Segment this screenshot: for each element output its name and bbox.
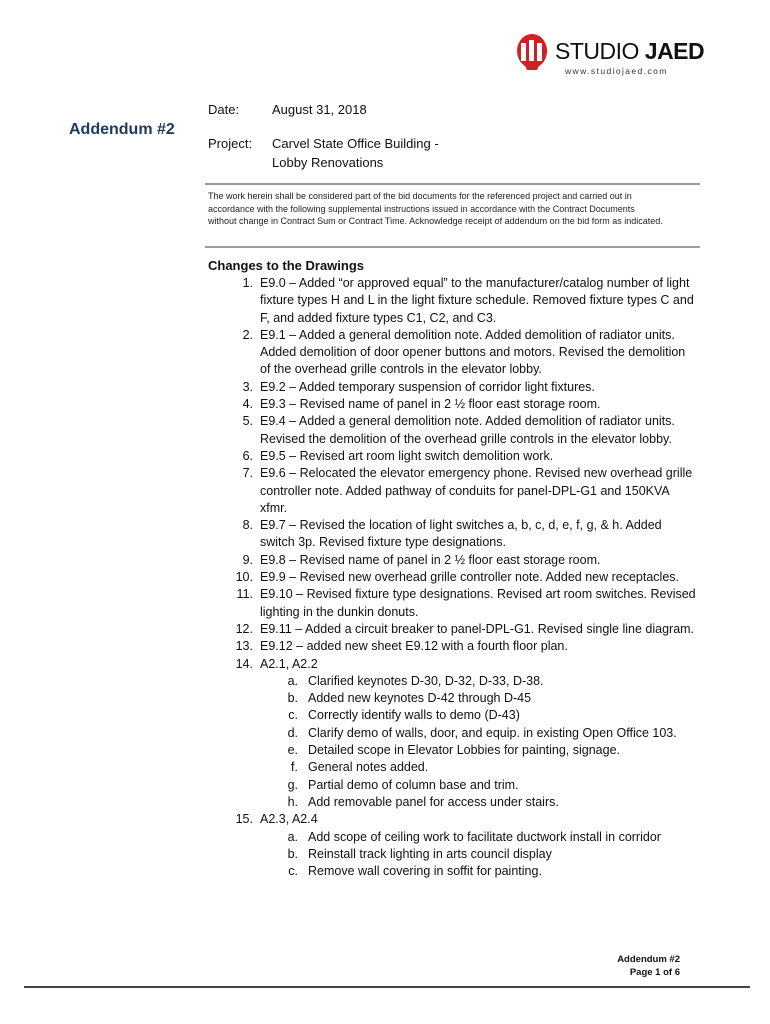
change-item-number: 2. xyxy=(242,327,253,342)
change-sub-item xyxy=(260,794,698,811)
logo-brand-light: STUDIO xyxy=(555,38,639,64)
studio-jaed-logo xyxy=(515,32,705,82)
change-sub-item-letter: e. xyxy=(287,743,298,758)
change-item-text: E9.9 – Revised new overhead grille controller note. Added new receptacles. xyxy=(260,570,680,585)
change-sub-list xyxy=(260,829,698,881)
change-item-text: E9.12 – added new sheet E9.12 with a fourth floor plan. xyxy=(260,639,568,654)
footer-page-number: Page 1 of 6 xyxy=(629,967,680,978)
change-sub-item xyxy=(260,725,698,742)
change-item-number: 4. xyxy=(242,397,253,412)
change-item-text: E9.1 – Added a general demolition note. Added demolition of radiator units. Added demolition of door opener buttons and motors. Revised the demolition of the overhead grille controls in the elevator lobby. xyxy=(260,327,686,377)
logo-brand-bold: JAED xyxy=(644,38,705,64)
change-item-text: E9.10 – Revised fixture type designations. Revised art room switches. Revised lighting in the dunkin donuts. xyxy=(260,587,696,619)
change-item-number: 12. xyxy=(235,621,253,636)
change-item-text: E9.5 – Revised art room light switch demolition work. xyxy=(260,448,554,463)
change-item xyxy=(208,517,698,552)
changes-list xyxy=(208,275,698,880)
change-item-text: A2.1, A2.2 xyxy=(260,656,318,671)
intro-divider xyxy=(205,246,700,248)
change-item-number: 14. xyxy=(235,656,253,671)
change-item xyxy=(208,396,698,413)
change-item xyxy=(208,586,698,621)
change-item xyxy=(208,327,698,379)
change-item-text: E9.11 – Added a circuit breaker to panel-DPL-G1. Revised single line diagram. xyxy=(260,621,695,636)
change-item-number: 11. xyxy=(236,587,253,602)
change-sub-item-text: Clarified keynotes D-30, D-32, D-33, D-38. xyxy=(308,673,544,688)
change-sub-item-letter: c. xyxy=(288,708,298,723)
change-sub-item-letter: a. xyxy=(287,673,298,688)
change-item xyxy=(208,621,698,638)
change-item-text: E9.4 – Added a general demolition note. Added demolition of radiator units. Revised the demolition of the overhead grille controls in the elevator lobby. xyxy=(260,414,675,446)
change-item xyxy=(208,448,698,465)
intro-paragraph: The work herein shall be considered part of the bid documents for the referenced project and carried out in accordance with the following supplemental instructions issued in accordance with the Contract Documents without change in Contract Sum or Contract Time. Acknowledge receipt of addendum on the bid form as indicated. xyxy=(208,191,663,226)
change-item xyxy=(208,638,698,655)
change-sub-item xyxy=(260,829,698,846)
change-item xyxy=(208,569,698,586)
change-sub-item-text: Remove wall covering in soffit for painting. xyxy=(308,864,542,879)
change-sub-list xyxy=(260,673,698,811)
change-item-number: 1. xyxy=(242,276,253,290)
change-sub-item-text: Clarify demo of walls, door, and equip. in existing Open Office 103. xyxy=(308,725,677,740)
project-name-line1: Carvel State Office Building - xyxy=(272,136,439,151)
logo-brand-text xyxy=(555,38,704,65)
project-name-line2: Lobby Renovations xyxy=(272,155,384,170)
change-sub-item-text: Added new keynotes D-42 through D-45 xyxy=(308,691,532,706)
change-item-text: A2.3, A2.4 xyxy=(260,812,318,827)
change-item-number: 15. xyxy=(235,812,253,827)
change-item xyxy=(208,811,698,828)
change-item-text: E9.2 – Added temporary suspension of corridor light fixtures. xyxy=(260,379,595,394)
change-sub-item xyxy=(260,846,698,863)
studio-jaed-logo-mark-icon xyxy=(515,32,549,72)
change-item-number: 10. xyxy=(235,570,253,585)
change-sub-item xyxy=(260,673,698,690)
change-item xyxy=(208,379,698,396)
change-item-text: E9.3 – Revised name of panel in 2 ½ floor east storage room. xyxy=(260,397,601,412)
change-sub-item xyxy=(260,777,698,794)
footer-divider xyxy=(24,986,750,988)
change-sub-item-letter: g. xyxy=(287,777,298,792)
header-divider xyxy=(205,183,700,185)
change-item xyxy=(208,465,698,517)
change-item-number: 7. xyxy=(242,466,253,481)
change-item xyxy=(208,656,698,673)
change-item-number: 8. xyxy=(242,518,253,533)
change-sub-item xyxy=(260,863,698,880)
change-item xyxy=(208,275,698,327)
change-item-text: E9.6 – Relocated the elevator emergency phone. Revised new overhead grille controller note. Added pathway of conduits for panel-DPL-G1 and 150KVA xfmr. xyxy=(260,466,693,515)
change-sub-item-text: Reinstall track lighting in arts council display xyxy=(308,846,552,861)
page-title: Addendum #2 xyxy=(69,121,175,138)
logo-url: www.studiojaed.com xyxy=(565,66,668,76)
change-sub-item xyxy=(260,707,698,724)
change-sub-item-letter: b. xyxy=(287,846,298,861)
page-footer xyxy=(617,953,680,979)
change-item-number: 5. xyxy=(242,414,253,429)
change-item xyxy=(208,552,698,569)
change-item-number: 13. xyxy=(235,639,253,654)
change-sub-item-letter: d. xyxy=(287,725,298,740)
change-sub-item-letter: f. xyxy=(291,760,298,775)
change-sub-item xyxy=(260,690,698,707)
change-item-text: E9.7 – Revised the location of light switches a, b, c, d, e, f, g, & h. Added switch 3p. Revised fixture type designations. xyxy=(260,518,662,550)
change-sub-item-text: Add scope of ceiling work to facilitate ductwork install in corridor xyxy=(308,829,661,844)
change-sub-item-letter: c. xyxy=(288,864,298,879)
change-sub-item xyxy=(260,742,698,759)
change-sub-item-text: General notes added. xyxy=(308,760,429,775)
change-sub-item-text: Correctly identify walls to demo (D-43) xyxy=(308,708,520,723)
change-sub-item xyxy=(260,759,698,776)
change-sub-item-letter: a. xyxy=(287,829,298,844)
project-label: Project: xyxy=(208,136,253,151)
change-item-number: 6. xyxy=(242,448,253,463)
change-item-number: 3. xyxy=(242,379,253,394)
date-value: August 31, 2018 xyxy=(272,102,367,117)
change-sub-item-letter: b. xyxy=(287,691,298,706)
change-item-text: E9.0 – Added “or approved equal” to the manufacturer/catalog number of light fixture types H and L in the light fixture schedule. Removed fixture types C and F, and added fixture types C1, C2, and C3. xyxy=(260,276,694,325)
changes-heading: Changes to the Drawings xyxy=(208,258,365,273)
change-item-text: E9.8 – Revised name of panel in 2 ½ floor east storage room. xyxy=(260,552,601,567)
change-sub-item-text: Add removable panel for access under stairs. xyxy=(308,794,559,809)
change-sub-item-text: Partial demo of column base and trim. xyxy=(308,777,519,792)
change-item xyxy=(208,413,698,448)
change-sub-item-letter: h. xyxy=(287,794,298,809)
footer-addendum: Addendum #2 xyxy=(617,954,680,965)
change-sub-item-text: Detailed scope in Elevator Lobbies for painting, signage. xyxy=(308,743,621,758)
date-label: Date: xyxy=(208,102,240,117)
change-item-number: 9. xyxy=(242,552,253,567)
